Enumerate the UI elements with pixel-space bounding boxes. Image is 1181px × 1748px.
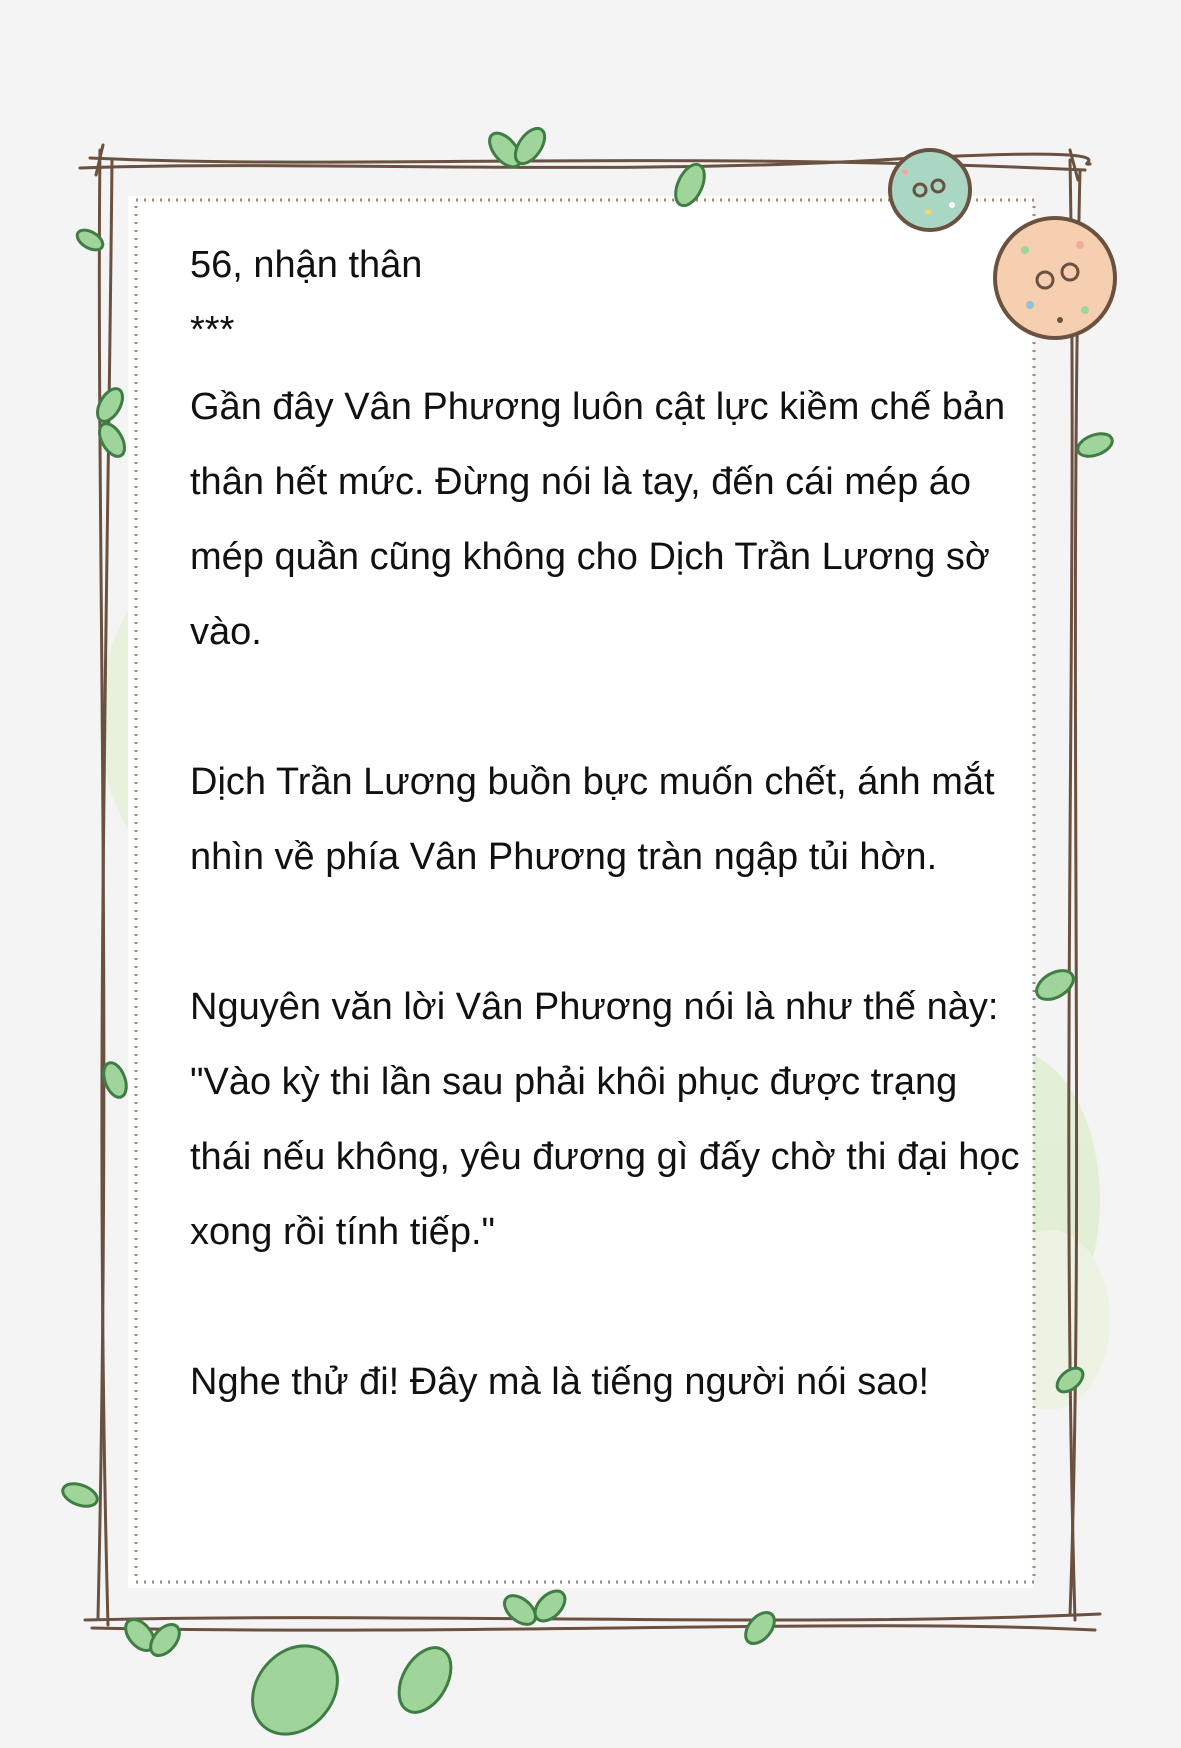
text-body (190, 230, 1020, 1420)
paragraph-4: Nghe thử đi! Đây mà là tiếng người nói sao! (190, 1361, 930, 1403)
chapter-title: 56, nhận thân (190, 244, 423, 286)
paragraph-3: Nguyên văn lời Vân Phương nói là như thế này: "Vào kỳ thi lần sau phải khôi phục được trạng thái nếu không, yêu đương gì đấy chờ thi đại học xong rồi tính tiếp." (190, 986, 1020, 1253)
paragraph-1: Gần đây Vân Phương luôn cật lực kiềm chế bản thân hết mức. Đừng nói là tay, đến cái mép áo mép quần cũng không cho Dịch Trần Lương sờ vào. (190, 386, 1006, 653)
separator: *** (190, 309, 235, 351)
paragraph-2: Dịch Trần Lương buồn bực muốn chết, ánh mắt nhìn về phía Vân Phương tràn ngập tủi hờn. (190, 761, 995, 878)
